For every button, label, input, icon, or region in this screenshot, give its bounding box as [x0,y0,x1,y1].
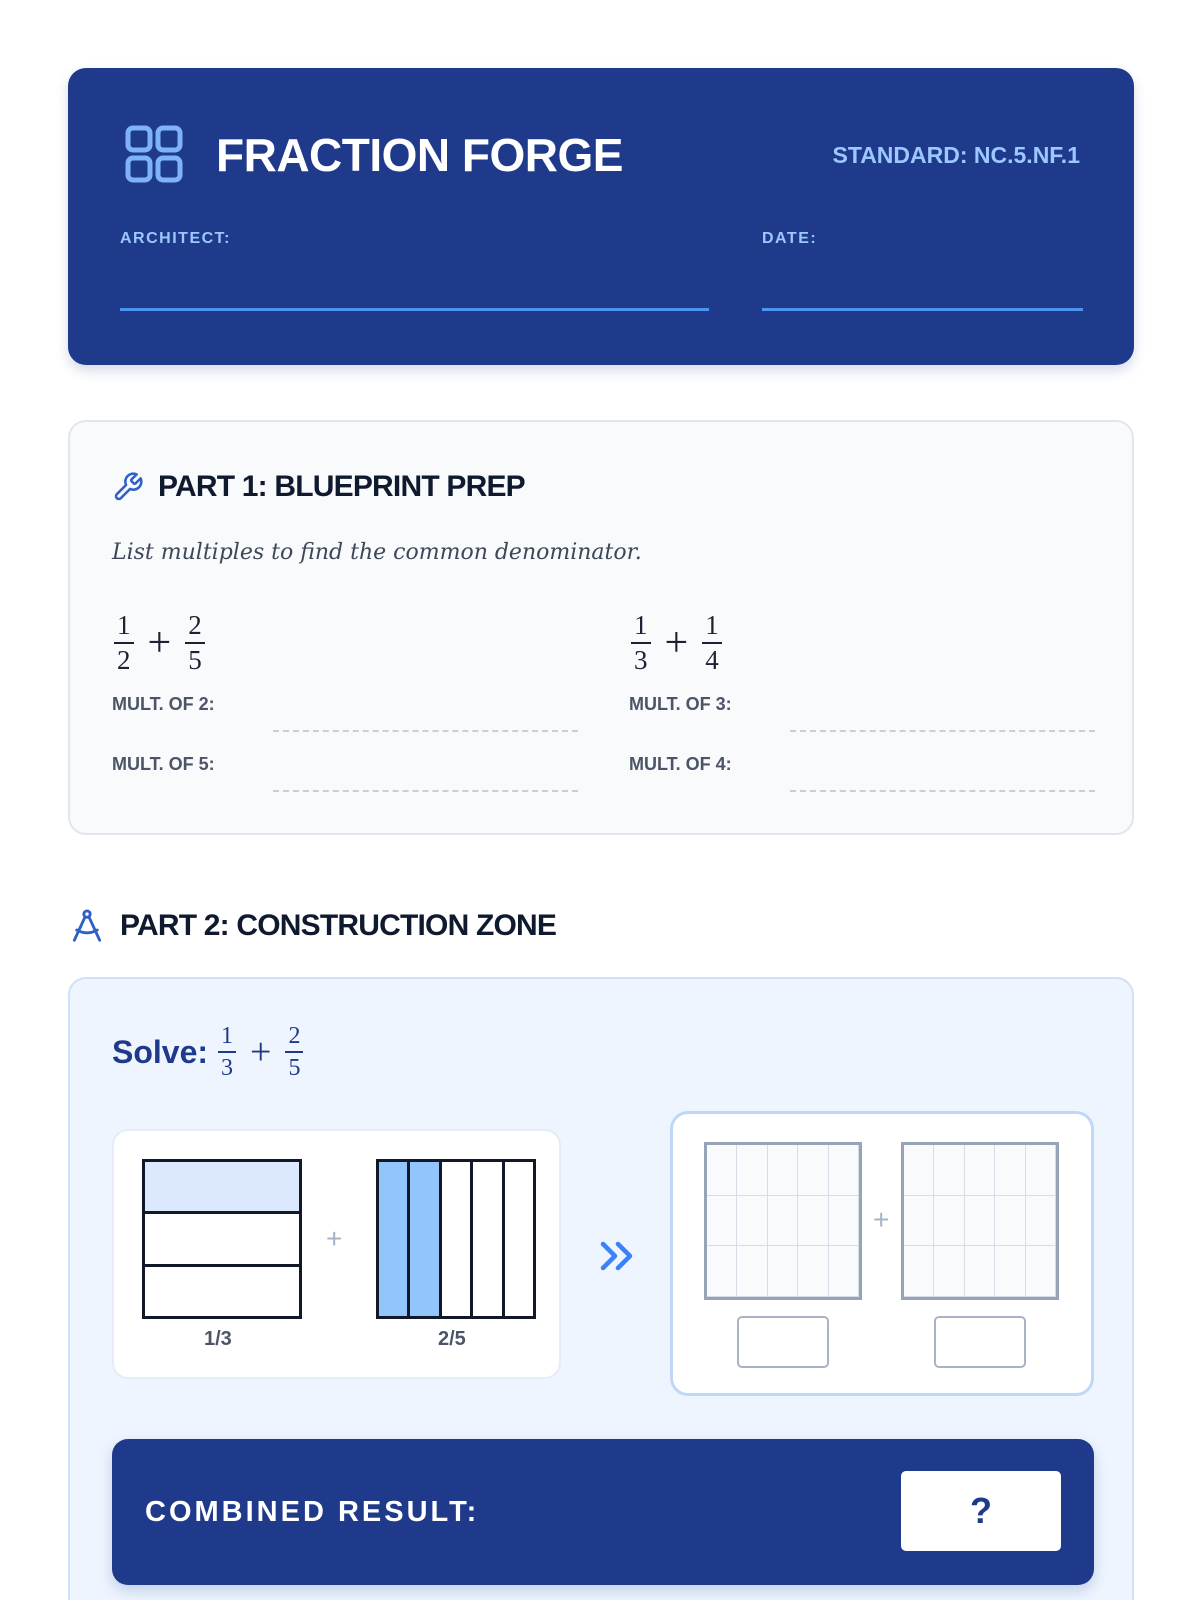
mult-label-b1: MULT. OF 5: [112,754,215,774]
model-caption-b: 2/5 [438,1328,466,1350]
part1-instruction: List multiples to find the common denominator. [112,540,642,565]
solve-prompt [112,1024,303,1080]
mult-answer-line[interactable] [790,790,1095,792]
date-label: DATE: [762,230,818,247]
model-part-shaded [379,1162,407,1316]
wrench-icon [112,471,144,503]
part1-title: PART 1: BLUEPRINT PREP [158,470,525,503]
model-fifths [376,1159,536,1319]
model-part-shaded [407,1162,438,1316]
answer-box-b[interactable] [934,1316,1026,1368]
architect-label: ARCHITECT: [120,230,231,247]
combined-result-answer[interactable]: ? [901,1471,1061,1551]
solve-label: Solve: [112,1033,209,1070]
plus-sign: + [326,1223,343,1254]
date-field[interactable] [762,308,1083,311]
compass-icon [68,907,106,945]
part2-title: PART 2: CONSTRUCTION ZONE [120,909,557,942]
fraction: $\frac{1}{4}$ [702,612,722,674]
combined-result-label: COMBINED RESULT: [145,1496,480,1528]
fraction: $\frac{1}{3}$ [631,612,651,674]
mult-answer-line[interactable] [273,730,578,732]
mult-label-a2: MULT. OF 3: [629,694,732,714]
plus-sign: + [250,1031,272,1073]
mult-answer-line[interactable] [273,790,578,792]
model-part-shaded [145,1162,299,1211]
architect-field[interactable] [120,308,709,311]
model-part [439,1162,470,1316]
grid-model-a[interactable] [704,1142,862,1300]
mult-label-b2: MULT. OF 4: [629,754,732,774]
fraction: $\frac{1}{2}$ [114,612,134,674]
grid-icon [124,124,184,184]
fraction: $\frac{2}{5}$ [185,612,205,674]
model-thirds [142,1159,302,1319]
problem-2-expression [631,612,722,674]
mult-label-a1: MULT. OF 2: [112,694,215,714]
mult-answer-line[interactable] [790,730,1095,732]
model-part [145,1211,299,1263]
part2-panel [68,977,1134,1600]
app-title: FRACTION FORGE [216,129,623,181]
standard-code: STANDARD: NC.5.NF.1 [832,142,1080,168]
fraction: $\frac{1}{3}$ [218,1024,236,1080]
combined-result-bar [112,1439,1094,1585]
grid-model-b[interactable] [901,1142,1059,1300]
model-part [145,1264,299,1316]
fraction-model-card [112,1129,561,1379]
model-caption-a: 1/3 [204,1328,232,1350]
plus-sign: + [147,620,172,666]
problem-1-expression [114,612,205,674]
plus-sign: + [664,620,689,666]
header-banner [68,68,1134,365]
answer-box-a[interactable] [737,1316,829,1368]
fraction: $\frac{2}{5}$ [285,1024,303,1080]
part1-heading [112,470,525,504]
common-denominator-card [670,1111,1094,1396]
part1-panel [68,420,1134,835]
model-part [502,1162,533,1316]
solve-expression [218,1024,303,1080]
model-part [470,1162,501,1316]
plus-sign: + [873,1204,890,1235]
double-chevron-right-icon [598,1239,638,1273]
part2-heading [68,907,556,945]
